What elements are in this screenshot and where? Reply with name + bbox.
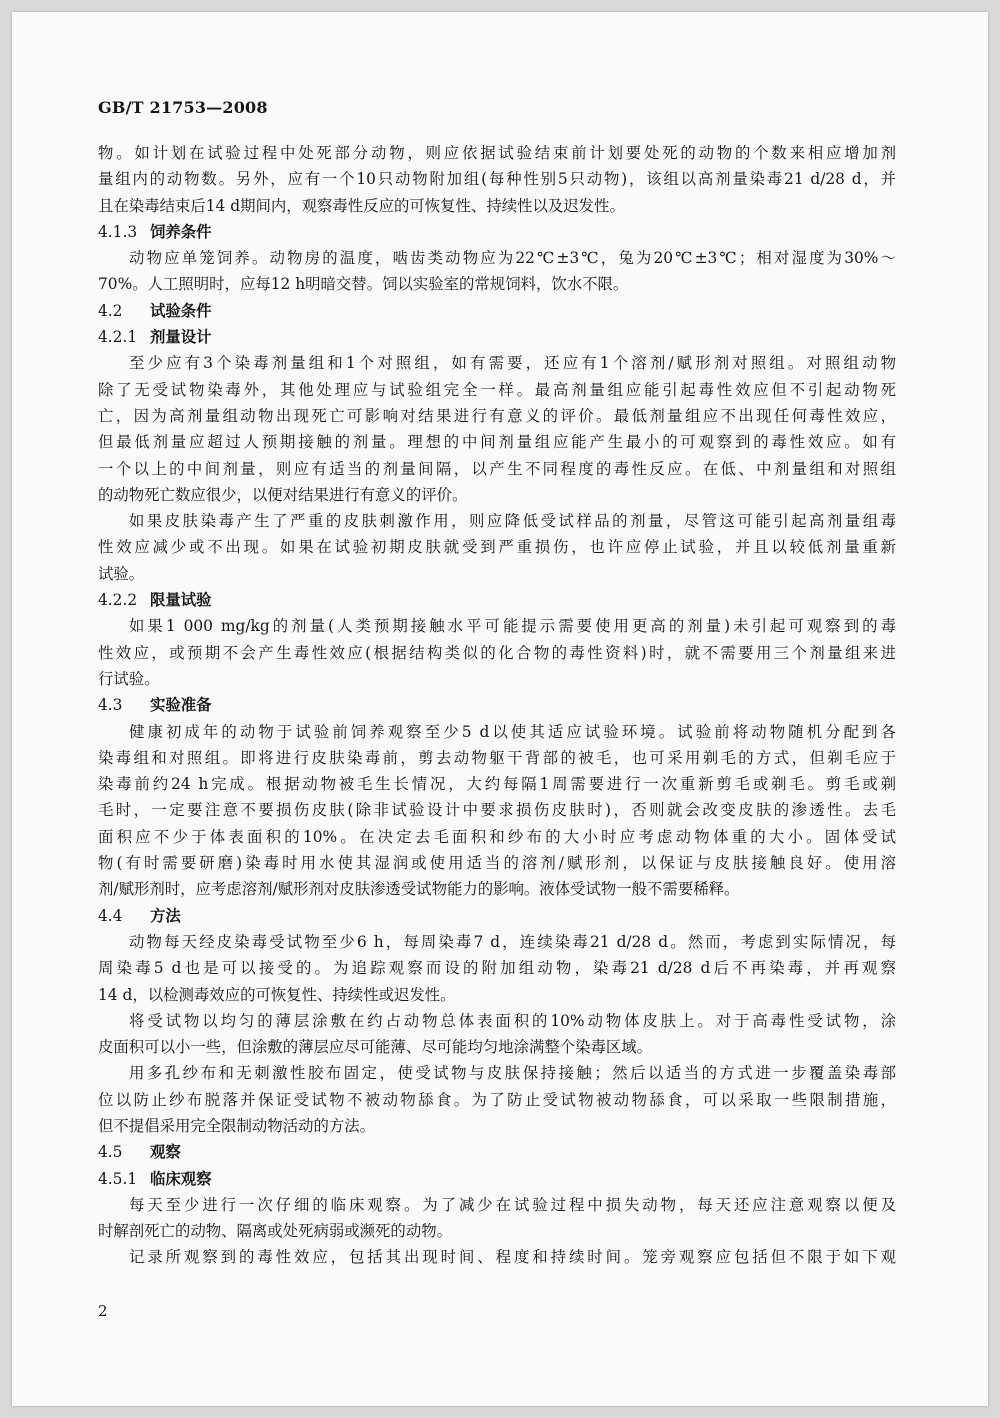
section-number: 4.1.3	[98, 222, 138, 241]
paragraph	[98, 508, 896, 587]
page-number: 2	[98, 1302, 108, 1320]
text-line: 的动物死亡数应很少，以便对结果进行有意义的评价。	[98, 485, 468, 504]
section-number: 4.3	[98, 696, 123, 715]
paragraph	[98, 613, 896, 692]
paragraph	[98, 719, 896, 903]
section-heading	[98, 587, 896, 613]
text-line: 皮面积可以小一些，但涂敷的薄层应尽可能薄、尽可能均匀地涂满整个染毒区域。	[98, 1038, 653, 1057]
section-title: 饲养条件	[150, 222, 212, 241]
standard-code-header: GB/T 21753—2008	[98, 98, 268, 117]
text-line: 记录所观察到的毒性效应，包括其出现时间、程度和持续时间。笼旁观察应包括但不限于如下观	[129, 1248, 896, 1267]
text-line: 至少应有3个染毒剂量组和1个对照组，如有需要，还应有1个溶剂/赋形剂对照组。对照组动物	[129, 354, 896, 373]
section-number: 4.2.1	[98, 328, 138, 347]
paragraph	[98, 350, 896, 508]
paragraph	[98, 1192, 896, 1245]
section-title: 方法	[150, 906, 181, 925]
section-number: 4.2.2	[98, 591, 138, 610]
section-heading	[98, 1166, 896, 1192]
text-line: 亡，因为高剂量组动物出现死亡可影响对结果进行有意义的评价。最低剂量组应不出现任何毒性效应，	[98, 406, 896, 425]
text-line: 性效应，或预期不会产生毒性效应(根据结构类似的化合物的毒性资料)时，就不需要用三个剂量组来进	[98, 643, 896, 662]
section-heading	[98, 692, 896, 718]
paragraph	[98, 1008, 896, 1061]
text-line: 动物每天经皮染毒受试物至少6 h，每周染毒7 d，连续染毒21 d/28 d。然而，考虑到实际情况，每	[129, 932, 896, 951]
text-line: 除了无受试物染毒外，其他处理应与试验组完全一样。最高剂量组应能引起毒性效应但不引起动物死	[98, 380, 896, 399]
paragraph	[98, 1244, 896, 1270]
paragraph	[98, 1060, 896, 1139]
text-line: 位以防止纱布脱落并保证受试物不被动物舔食。为了防止受试物被动物舔食，可以采取一些限制措施，	[98, 1090, 896, 1109]
text-line: 但不提倡采用完全限制动物活动的方法。	[98, 1116, 376, 1135]
text-line: 性效应减少或不出现。如果在试验初期皮肤就受到严重损伤，也许应停止试验，并且以较低剂量重新	[98, 538, 896, 557]
text-line: 物。如计划在试验过程中处死部分动物，则应依据试验结束前计划要处死的动物的个数来相应增加剂	[98, 144, 896, 162]
text-line: 毛时，一定要注意不要损伤皮肤(除非试验设计中要求损伤皮肤时)，否则就会改变皮肤的渗透性。去毛	[98, 801, 896, 820]
text-line: 行试验。	[98, 669, 160, 688]
section-title: 观察	[150, 1143, 181, 1162]
text-line: 且在染毒结束后14 d期间内，观察毒性反应的可恢复性、持续性以及迟发性。	[98, 196, 625, 215]
text-line: 健康初成年的动物于试验前饲养观察至少5 d以使其适应试验环境。试验前将动物随机分配到各	[129, 722, 896, 741]
section-number: 4.5.1	[98, 1169, 138, 1188]
paragraph	[98, 245, 896, 298]
text-line: 物(有时需要研磨)染毒时用水使其湿润或使用适当的溶剂/赋形剂，以保证与皮肤接触良好。使用溶	[98, 854, 896, 873]
text-line: 如果1 000 mg/kg的剂量(人类预期接触水平可能提示需要使用更高的剂量)未引起可观察到的毒	[129, 617, 896, 636]
section-number: 4.4	[98, 906, 123, 925]
section-number: 4.2	[98, 301, 123, 320]
text-line: 每天至少进行一次仔细的临床观察。为了减少在试验过程中损失动物，每天还应注意观察以便及	[129, 1195, 896, 1214]
section-heading	[98, 219, 896, 245]
text-line: 一个以上的中间剂量，则应有适当的剂量间隔，以产生不同程度的毒性反应。在低、中剂量组和对照组	[98, 459, 896, 478]
text-line: 染毒组和对照组。即将进行皮肤染毒前，剪去动物躯干背部的被毛，也可采用剃毛的方式，但剃毛应于	[98, 748, 896, 767]
text-line: 周染毒5 d也是可以接受的。为追踪观察而设的附加组动物，染毒21 d/28 d后不再染毒，并再观察	[98, 959, 896, 978]
document-body	[98, 140, 896, 1271]
section-heading	[98, 298, 896, 324]
text-line: 动物应单笼饲养。动物房的温度，啮齿类动物应为22℃±3℃，兔为20℃±3℃；相对湿度为30%～	[129, 249, 896, 268]
document-page	[12, 12, 988, 1406]
text-line: 剂/赋形剂时，应考虑溶剂/赋形剂对皮肤渗透受试物能力的影响。液体受试物一般不需要稀释。	[98, 880, 740, 899]
paragraph	[98, 929, 896, 1008]
section-title: 试验条件	[150, 301, 212, 320]
section-heading	[98, 1139, 896, 1165]
text-line: 将受试物以均匀的薄层涂敷在约占动物总体表面积的10%动物体皮肤上。对于高毒性受试物，涂	[129, 1011, 896, 1030]
section-title: 剂量设计	[150, 328, 212, 347]
section-title: 临床观察	[150, 1169, 212, 1188]
paragraph	[98, 140, 896, 219]
text-line: 用多孔纱布和无刺激性胶布固定，使受试物与皮肤保持接触；然后以适当的方式进一步覆盖染毒部	[129, 1064, 896, 1083]
section-title: 限量试验	[150, 591, 212, 610]
text-line: 14 d，以检测毒效应的可恢复性、持续性或迟发性。	[98, 985, 456, 1004]
text-line: 染毒前约24 h完成。根据动物被毛生长情况，大约每隔1周需要进行一次重新剪毛或剃毛。剪毛或剃	[98, 775, 896, 794]
text-line: 如果皮肤染毒产生了严重的皮肤刺激作用，则应降低受试样品的剂量，尽管这可能引起高剂量组毒	[129, 512, 896, 531]
text-line: 面积应不少于体表面积的10%。在决定去毛面积和纱布的大小时应考虑动物体重的大小。固体受试	[98, 827, 896, 846]
section-heading	[98, 903, 896, 929]
section-title: 实验准备	[150, 696, 212, 715]
text-line: 试验。	[98, 564, 145, 583]
text-line: 时解剖死亡的动物、隔离或处死病弱或濒死的动物。	[98, 1222, 452, 1241]
text-line: 70%。人工照明时，应每12 h明暗交替。饲以实验室的常规饲料，饮水不限。	[98, 275, 629, 294]
text-line: 量组内的动物数。另外，应有一个10只动物附加组(每种性别5只动物)，该组以高剂量染毒21 d/28 d，并	[98, 170, 896, 189]
text-line: 但最低剂量应超过人预期接触的剂量。理想的中间剂量组应能产生最小的可观察到的毒性效应。如有	[98, 433, 896, 452]
section-number: 4.5	[98, 1143, 123, 1162]
section-heading	[98, 324, 896, 350]
